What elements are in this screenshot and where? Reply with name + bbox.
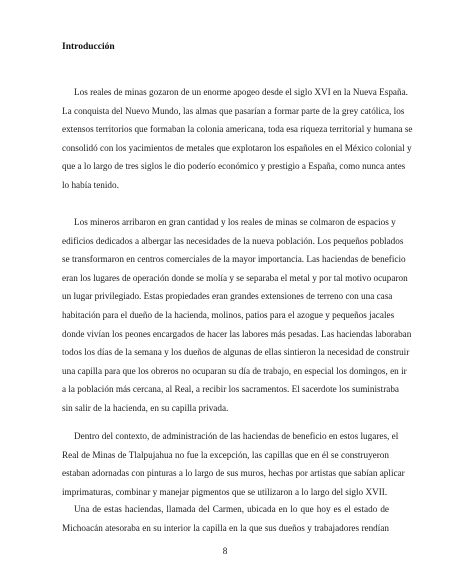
text-line: Los mineros arribaron en gran cantidad y los reales de minas se colmaron de espacios y	[74, 217, 396, 227]
text-line: imprimaturas, combinar y manejar pigmentos que se utilizaron a lo largo del siglo XVII.	[62, 486, 388, 497]
text-line: La conquista del Nuevo Mundo, las almas que pasarían a formar parte de la grey católica, los	[62, 105, 405, 116]
text-line: sin salir de la hacienda, en su capilla privada.	[62, 402, 229, 413]
text-line: Real de Minas de Tlalpujahua no fue la excepción, las capillas que en él se construyeron	[62, 449, 389, 460]
text-line: edificios dedicados a albergar las necesidades de la nueva población. Los pequeños poblados	[62, 235, 404, 246]
text-line: una capilla para que los obreros no ocuparan su día de trabajo, en especial los domingos, en ir	[62, 365, 407, 376]
text-line: que a lo largo de tres siglos le dio poderío económico y prestigio a España, como nunca antes	[62, 161, 406, 172]
text-line: a la población más cercana, al Real, a recibir los sacramentos. El sacerdote los suministraba	[62, 384, 399, 395]
text-line: un lugar privilegiado. Estas propiedades eran grandes extensiones de terreno con una casa	[62, 291, 393, 302]
text-line: donde vivían los peones encargados de hacer las labores más pesadas. Las haciendas laboraban	[62, 328, 412, 339]
text-line: estaban adornadas con pinturas a lo largo de sus muros, hechas por artistas que sabían aplicar	[62, 468, 405, 479]
page-number: 8	[222, 546, 228, 556]
text-line: eran los lugares de operación donde se molía y se separaba el metal y por tal motivo ocuparon	[62, 272, 408, 283]
text-line: Dentro del contexto, de administración de las haciendas de beneficio en estos lugares, el	[74, 431, 399, 441]
text-line: lo había tenido.	[62, 179, 119, 190]
text-line: extensos territorios que formaban la colonia americana, toda esa riqueza territorial y humana se	[62, 124, 413, 135]
paragraph-2	[62, 213, 412, 418]
text-line: Michoacán atesoraba en su interior la capilla en la que sus dueños y trabajadores rendían	[62, 522, 389, 533]
text-line: Los reales de minas gozaron de un enorme apogeo desde el siglo XVI en la Nueva España.	[74, 87, 408, 97]
paragraph-3	[62, 427, 405, 501]
paragraph-1	[62, 83, 413, 195]
text-line: Una de estas haciendas, llamada del Carmen, ubicada en lo que hoy es el estado de	[74, 504, 389, 514]
text-line: consolidó con los yacimientos de metales que explotaron los españoles en el México colonial y	[62, 142, 412, 153]
section-heading: Introducción	[62, 42, 115, 52]
text-line: todos los días de la semana y los dueños de algunas de ellas sintieron la necesidad de construir	[62, 347, 410, 358]
paragraph-4	[62, 500, 389, 537]
text-line: habitación para el dueño de la hacienda, molinos, patios para el azogue y pequeños jacales	[62, 309, 395, 320]
text-line: se transformaron en centros comerciales de la mayor importancia. Las haciendas de beneficio	[62, 254, 406, 265]
